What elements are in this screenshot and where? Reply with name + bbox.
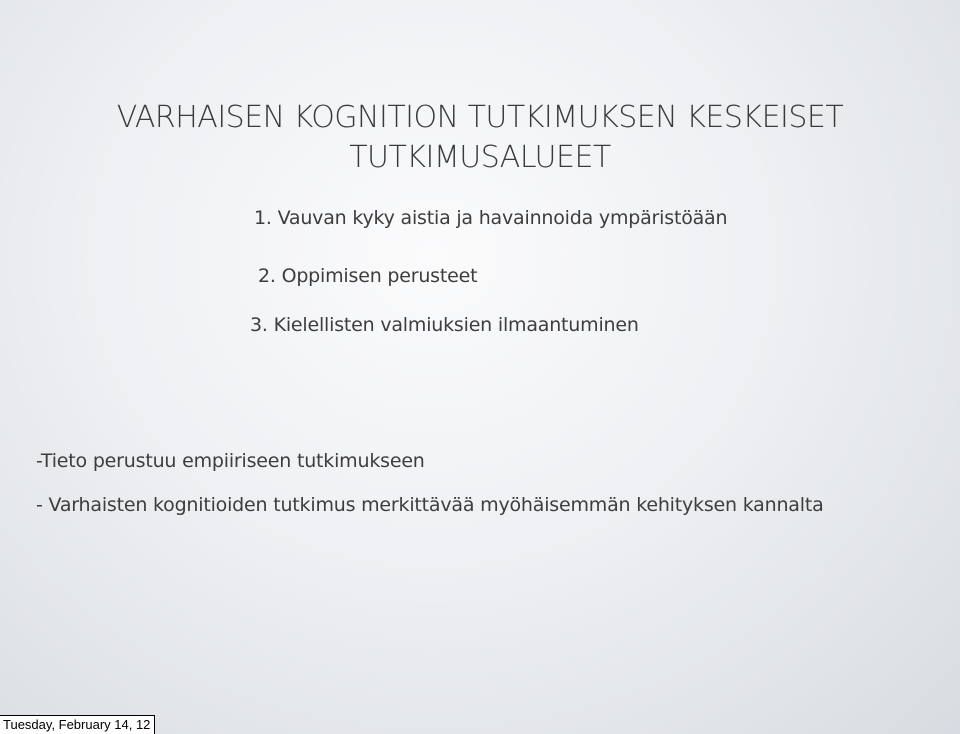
slide-title [60,98,900,178]
list-item-1: 1. Vauvan kyky aistia ja havainnoida ympäristöään [254,207,728,229]
note-empirical-research: -Tieto perustuu empiiriseen tutkimukseen [36,450,425,472]
list-item-3: 3. Kielellisten valmiuksien ilmaantuminen [250,314,639,336]
list-item-2: 2. Oppimisen perusteet [258,265,478,287]
footer-date-label: Tuesday, February 14, 12 [0,715,155,734]
slide-title-line-1: VARHAISEN KOGNITION TUTKIMUKSEN KESKEISET [116,100,844,135]
note-early-cognition-significance: - Varhaisten kognitioiden tutkimus merkittävää myöhäisemmän kehityksen kannalta [36,494,824,516]
slide-title-line-2: TUTKIMUSALUEET [349,140,611,175]
